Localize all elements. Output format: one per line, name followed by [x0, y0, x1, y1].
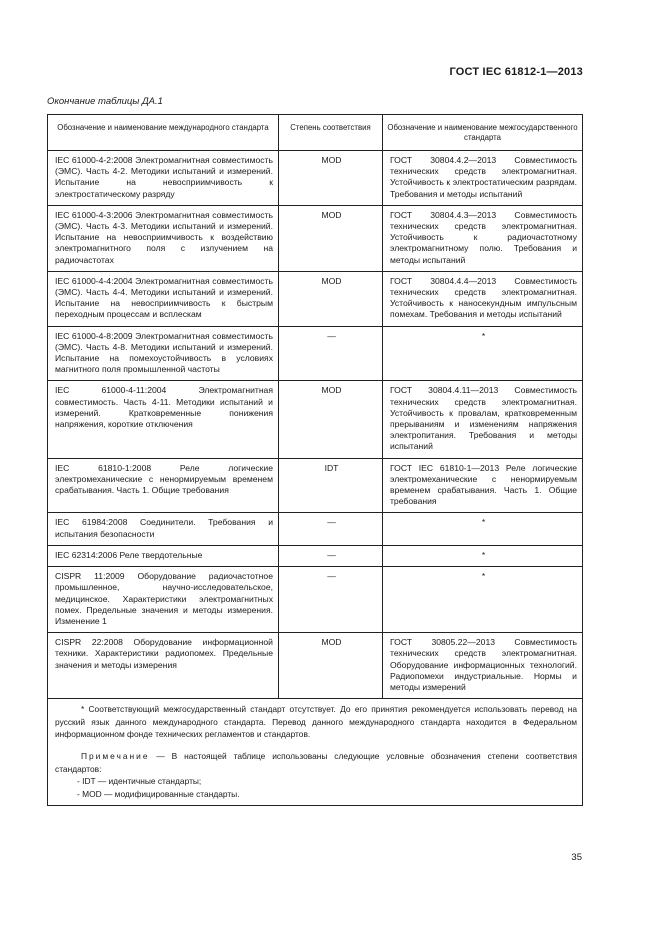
table-row — [48, 513, 583, 545]
table-row — [48, 326, 583, 381]
notes-row — [48, 699, 583, 806]
table-note — [55, 750, 577, 775]
table-row — [48, 458, 583, 513]
interstate-standard-cell: * — [383, 567, 583, 633]
compliance-degree-cell: — — [279, 567, 383, 633]
table-header-row — [48, 115, 583, 151]
table-caption: Окончание таблицы ДА.1 — [47, 96, 163, 107]
table-row — [48, 567, 583, 633]
compliance-degree-cell: MOD — [279, 381, 383, 458]
table-row — [48, 205, 583, 271]
compliance-degree-cell: MOD — [279, 151, 383, 206]
interstate-standard-cell: ГОСТ 30805.22—2013 Совместимость технических средств электромагнитная. Оборудование информационных технологий. Радиопомехи индустриальные. Нормы и методы измерений — [383, 633, 583, 699]
compliance-degree-cell: — — [279, 545, 383, 566]
compliance-degree-cell: MOD — [279, 633, 383, 699]
table-row — [48, 633, 583, 699]
international-standard-cell: IEC 61984:2008 Соединители. Требования и испытания безопасности — [48, 513, 279, 545]
interstate-standard-cell: * — [383, 326, 583, 381]
table-row — [48, 271, 583, 326]
table-row — [48, 545, 583, 566]
international-standard-cell: IEC 61000-4-4:2004 Электромагнитная совместимость (ЭМС). Часть 4-4. Методики испытаний и измерений. Испытание на невосприимчивость к быстрым переходным процессам и всплескам — [48, 271, 279, 326]
note-label: Примечание — [81, 751, 150, 762]
interstate-standard-cell: * — [383, 513, 583, 545]
international-standard-cell: IEC 61000-4-11:2004 Электромагнитная совместимость. Часть 4-11. Методики испытаний и измерений. Кратковременные понижения напряжения, короткие отключения — [48, 381, 279, 458]
interstate-standard-cell: ГОСТ 30804.4.3—2013 Совместимость технических средств электромагнитная. Устойчивость к радиочастотному электромагнитному полю. Требования и методы испытаний — [383, 205, 583, 271]
compliance-degree-cell: IDT — [279, 458, 383, 513]
header-interstate-standard: Обозначение и наименование межгосударственного стандарта — [383, 115, 583, 151]
compliance-degree-cell: MOD — [279, 271, 383, 326]
interstate-standard-cell: * — [383, 545, 583, 566]
table-footnote: * Соответствующий межгосударственный стандарт отсутствует. До его принятия рекомендуется использовать перевод на русский язык данного международного стандарта. Перевод данного международного стандарта находится в Федеральном информационном фонде технических регламентов и стандартов. — [55, 704, 577, 739]
standards-table — [47, 114, 583, 806]
international-standard-cell: IEC 61000-4-3:2006 Электромагнитная совместимость (ЭМС). Часть 4-3. Методики испытаний и измерений. Испытание на невосприимчивость к воздействию электромагнитного поля с излучением на радиочастотах — [48, 205, 279, 271]
compliance-degree-cell: — — [279, 513, 383, 545]
interstate-standard-cell: ГОСТ 30804.4.11—2013 Совместимость технических средств электромагнитная. Устойчивость к провалам, кратковременным прерываниям и изменениям напряжения электропитания. Требования и методы испытаний — [383, 381, 583, 458]
compliance-degree-cell: MOD — [279, 205, 383, 271]
interstate-standard-cell: ГОСТ 30804.4.2—2013 Совместимость технических средств электромагнитная. Устойчивость к электростатическим разрядам. Требования и методы испытаний — [383, 151, 583, 206]
document-code: ГОСТ IEC 61812-1—2013 — [449, 66, 583, 78]
interstate-standard-cell: ГОСТ IEC 61810-1—2013 Реле логические электромеханические с ненормируемым временем срабатывания. Часть 1. Общие требования — [383, 458, 583, 513]
notes-cell — [48, 699, 583, 806]
international-standard-cell: CISPR 11:2009 Оборудование радиочастотное промышленное, научно-исследовательское, медицинское. Характеристики электромагнитных помех. Предельные значения и методы измерения. Изменение 1 — [48, 567, 279, 633]
legend-item-idt: - IDT — идентичные стандарты; — [77, 776, 202, 787]
international-standard-cell: CISPR 22:2008 Оборудование информационной техники. Характеристики радиопомех. Предельные значения и методы измерения — [48, 633, 279, 699]
header-international-standard: Обозначение и наименование международного стандарта — [48, 115, 279, 151]
header-compliance-degree: Степень соответствия — [279, 115, 383, 151]
table-row — [48, 151, 583, 206]
international-standard-cell: IEC 61000-4-2:2008 Электромагнитная совместимость (ЭМС). Часть 4-2. Методики испытаний и измерений. Испытание на невосприимчивость к электростатическому разряду — [48, 151, 279, 206]
compliance-degree-cell: — — [279, 326, 383, 381]
international-standard-cell: IEC 61810-1:2008 Реле логические электромеханические с ненормируемым временем срабатывания. Часть 1. Общие требования — [48, 458, 279, 513]
international-standard-cell: IEC 61000-4-8:2009 Электромагнитная совместимость (ЭМС). Часть 4-8. Методики испытаний и измерений. Испытание на помехоустойчивость в условиях магнитного поля промышленной частоты — [48, 326, 279, 381]
page-number: 35 — [571, 852, 582, 863]
table-row — [48, 381, 583, 458]
note-text: — В настоящей таблице использованы следующие условные обозначения степени соответствия стандартов: — [55, 751, 578, 774]
legend-item-mod: - MOD — модифицированные стандарты. — [77, 788, 240, 799]
interstate-standard-cell: ГОСТ 30804.4.4—2013 Совместимость технических средств электромагнитная. Устойчивость к наносекундным импульсным помехам. Требования и методы испытаний — [383, 271, 583, 326]
international-standard-cell: IEC 62314:2006 Реле твердотельные — [48, 545, 279, 566]
